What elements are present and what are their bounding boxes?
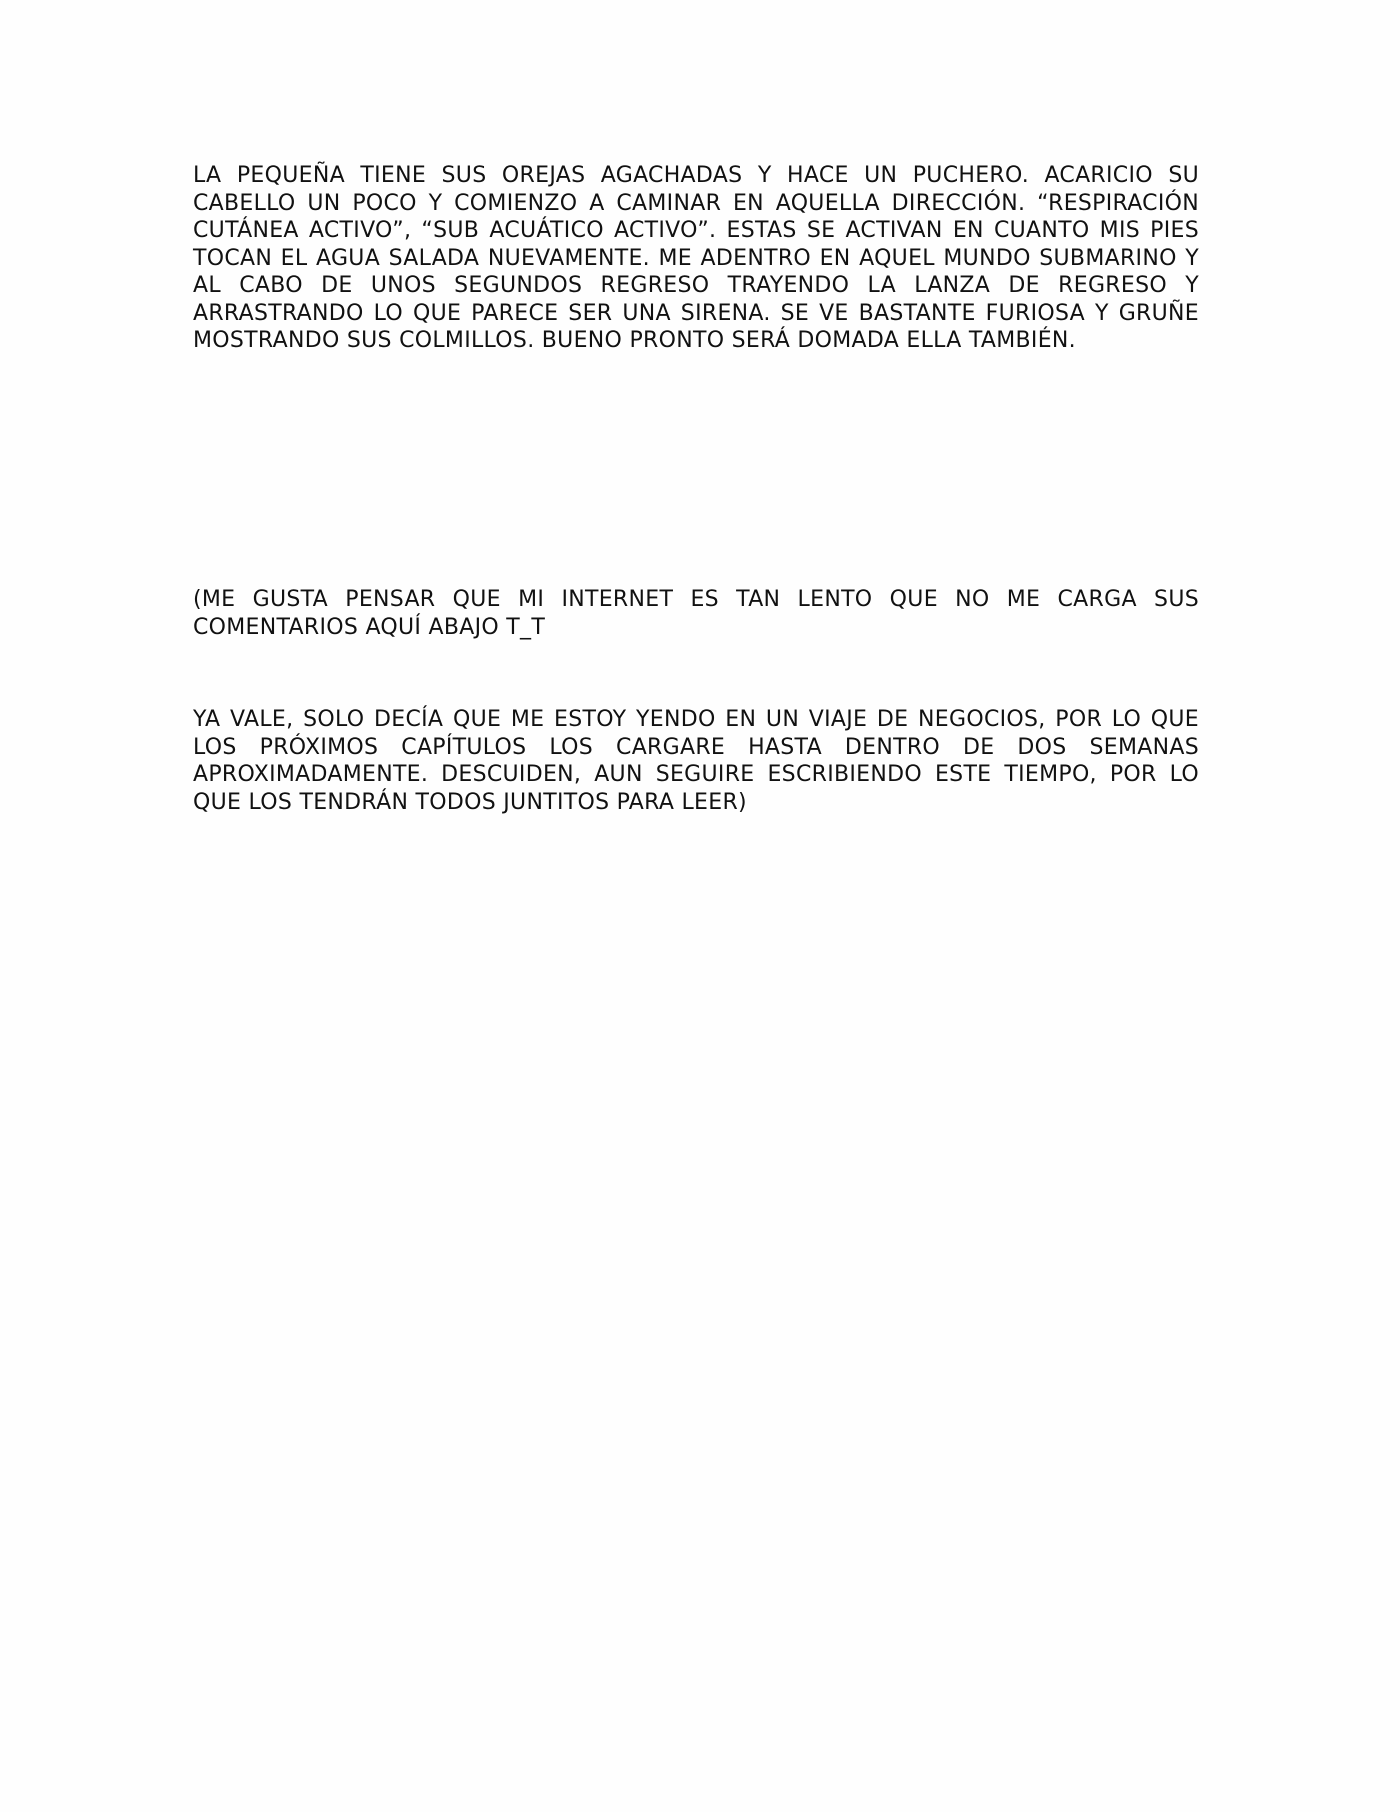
author-note-continuation: YA VALE, SOLO DECÍA QUE ME ESTOY YENDO EN UN VIAJE DE NEGOCIOS, POR LO QUE LOS PRÓXIMOS CAPÍTULOS LOS CARGARE HASTA DENTRO DE DOS SEMANAS APROXIMADAMENTE. DESCUIDEN, AUN SEGUIRE ESCRIBIENDO ESTE TIEMPO, POR LO QUE LOS TENDRÁN TODOS JUNTITOS PARA LEER) xyxy=(193,707,1199,815)
author-note-paragraph: (ME GUSTA PENSAR QUE MI INTERNET ES TAN LENTO QUE NO ME CARGA SUS COMENTARIOS AQUÍ ABAJO T_T xyxy=(193,587,1199,640)
story-paragraph: LA PEQUEÑA TIENE SUS OREJAS AGACHADAS Y HACE UN PUCHERO. ACARICIO SU CABELLO UN POCO Y COMIENZO A CAMINAR EN AQUELLA DIRECCIÓN. “RESPIRACIÓN CUTÁNEA ACTIVO”, “SUB ACUÁTICO ACTIVO”. ESTAS SE ACTIVAN EN CUANTO MIS PIES TOCAN EL AGUA SALADA NUEVAMENTE. ME ADENTRO EN AQUEL MUNDO SUBMARINO Y AL CABO DE UNOS SEGUNDOS REGRESO TRAYENDO LA LANZA DE REGRESO Y ARRASTRANDO LO QUE PARECE SER UNA SIRENA. SE VE BASTANTE FURIOSA Y GRUÑE MOSTRANDO SUS COLMILLOS. BUENO PRONTO SERÁ DOMADA ELLA TAMBIÉN. xyxy=(193,163,1199,353)
